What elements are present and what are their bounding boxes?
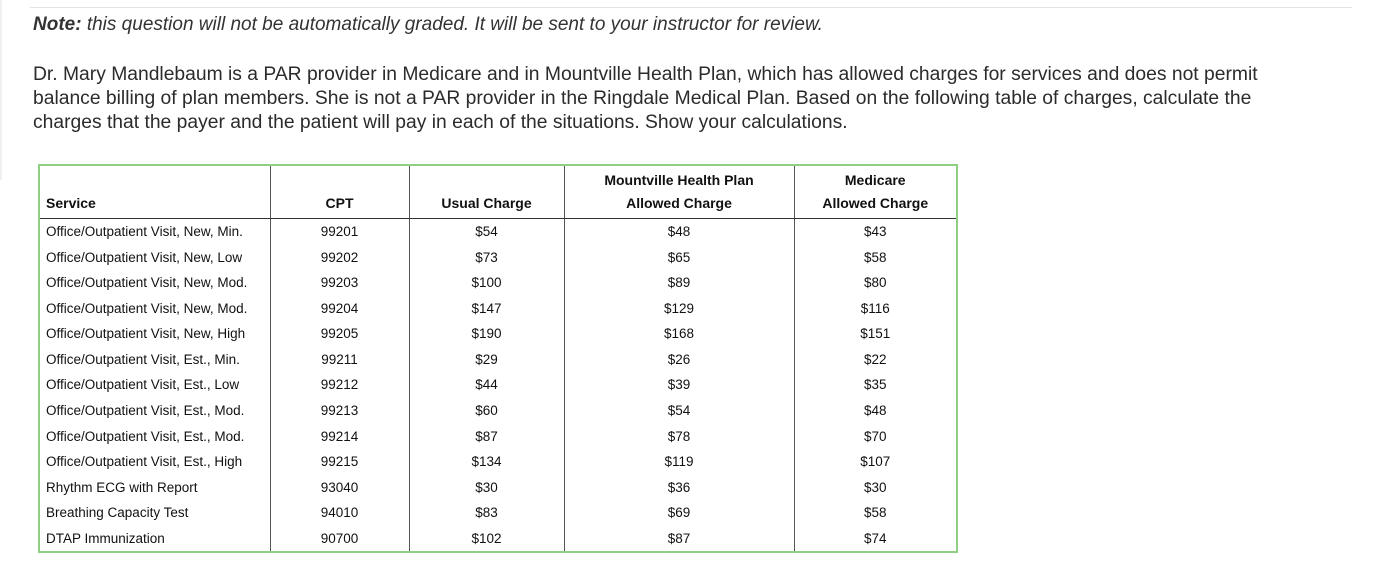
cell-mountville-allowed: $89 — [564, 270, 794, 296]
cell-medicare-allowed: $151 — [794, 321, 956, 347]
cell-usual-charge: $102 — [409, 525, 564, 551]
cell-usual-charge: $147 — [409, 296, 564, 322]
cell-service: Office/Outpatient Visit, New, Low — [46, 249, 243, 265]
cell-cpt: 94010 — [270, 500, 409, 526]
cell-mountville-allowed: $39 — [564, 372, 794, 398]
table-row — [40, 449, 956, 475]
cell-medicare-allowed: $58 — [794, 245, 956, 271]
cell-cpt: 93040 — [270, 474, 409, 500]
cell-cpt: 99215 — [270, 449, 409, 475]
cell-cpt: 99213 — [270, 398, 409, 424]
header-medicare-allowed: Medicare Allowed Charge — [794, 166, 956, 219]
cell-service: Office/Outpatient Visit, Est., High — [46, 454, 243, 470]
cell-usual-charge: $29 — [409, 347, 564, 373]
header-service: Service — [40, 166, 270, 219]
table-header-row — [40, 166, 956, 219]
cell-mountville-allowed: $87 — [564, 525, 794, 551]
cell-usual-charge: $134 — [409, 449, 564, 475]
table-row — [40, 321, 956, 347]
cell-medicare-allowed: $116 — [794, 296, 956, 322]
cell-usual-charge: $44 — [409, 372, 564, 398]
cell-usual-charge: $60 — [409, 398, 564, 424]
cell-service: Office/Outpatient Visit, Est., Mod. — [46, 403, 245, 418]
cell-medicare-allowed: $43 — [794, 219, 956, 245]
table-row — [40, 500, 956, 526]
table-row — [40, 474, 956, 500]
cell-cpt: 99204 — [270, 296, 409, 322]
note-label: Note: — [33, 14, 82, 35]
cell-usual-charge: $54 — [409, 219, 564, 245]
table-row — [40, 372, 956, 398]
cell-mountville-allowed: $54 — [564, 398, 794, 424]
grading-note — [33, 14, 823, 36]
cell-cpt: 99201 — [270, 219, 409, 245]
cell-service: Office/Outpatient Visit, New, Min. — [46, 224, 243, 240]
cell-service: Office/Outpatient Visit, New, High — [46, 326, 246, 342]
cell-cpt: 99214 — [270, 423, 409, 449]
charges-table — [40, 166, 956, 551]
cell-service: Office/Outpatient Visit, Est., Low — [46, 377, 240, 393]
table-row — [40, 423, 956, 449]
cell-service: Rhythm ECG with Report — [46, 479, 198, 495]
cell-service: Breathing Capacity Test — [46, 505, 189, 521]
cell-mountville-allowed: $48 — [564, 219, 794, 245]
cell-cpt: 90700 — [270, 525, 409, 551]
cell-mountville-allowed: $168 — [564, 321, 794, 347]
cell-usual-charge: $83 — [409, 500, 564, 526]
header-cpt: CPT — [270, 166, 409, 219]
cell-mountville-allowed: $119 — [564, 449, 794, 475]
cell-usual-charge: $30 — [409, 474, 564, 500]
cell-mountville-allowed: $26 — [564, 347, 794, 373]
cell-mountville-allowed: $36 — [564, 474, 794, 500]
table-row — [40, 347, 956, 373]
note-text: this question will not be automatically graded. It will be sent to your instructor for review. — [81, 14, 823, 35]
cell-mountville-allowed: $69 — [564, 500, 794, 526]
cell-usual-charge: $87 — [409, 423, 564, 449]
cell-medicare-allowed: $58 — [794, 500, 956, 526]
cell-cpt: 99211 — [270, 347, 409, 373]
charges-table-frame — [38, 164, 958, 553]
cell-cpt: 99202 — [270, 245, 409, 271]
cell-cpt: 99212 — [270, 372, 409, 398]
cell-usual-charge: $73 — [409, 245, 564, 271]
cell-cpt: 99205 — [270, 321, 409, 347]
cell-service: Office/Outpatient Visit, New, Mod. — [46, 300, 248, 316]
cell-medicare-allowed: $22 — [794, 347, 956, 373]
cell-medicare-allowed: $74 — [794, 525, 956, 551]
cell-medicare-allowed: $30 — [794, 474, 956, 500]
table-row — [40, 296, 956, 322]
header-usual-charge: Usual Charge — [409, 166, 564, 219]
table-row — [40, 245, 956, 271]
cell-mountville-allowed: $129 — [564, 296, 794, 322]
table-row — [40, 219, 956, 245]
cell-medicare-allowed: $80 — [794, 270, 956, 296]
cell-cpt: 99203 — [270, 270, 409, 296]
cell-mountville-allowed: $78 — [564, 423, 794, 449]
question-text: Dr. Mary Mandlebaum is a PAR provider in Medicare and in Mountville Health Plan, which has allowed charges for services and does not permit balance billing of plan members. She is not a PAR provider in the Ringdale Medical Plan. Based on the following table of charges, calculate the charges that the payer and the patient will pay in each of the situations. Show your calculations. — [33, 64, 1258, 133]
cell-medicare-allowed: $35 — [794, 372, 956, 398]
cell-usual-charge: $100 — [409, 270, 564, 296]
table-row — [40, 270, 956, 296]
cell-medicare-allowed: $70 — [794, 423, 956, 449]
header-mountville-allowed: Mountville Health Plan Allowed Charge — [564, 166, 794, 219]
top-divider — [30, 7, 1352, 8]
cell-service: Office/Outpatient Visit, Est., Min. — [46, 351, 240, 367]
table-row — [40, 398, 956, 424]
left-edge-divider — [0, 0, 2, 180]
table-row — [40, 525, 956, 551]
cell-mountville-allowed: $65 — [564, 245, 794, 271]
cell-service: Office/Outpatient Visit, Est., Mod. — [46, 428, 245, 444]
cell-medicare-allowed: $107 — [794, 449, 956, 475]
cell-service: DTAP Immunization — [46, 530, 165, 546]
cell-usual-charge: $190 — [409, 321, 564, 347]
table-body — [40, 219, 956, 552]
cell-service: Office/Outpatient Visit, New, Mod. — [46, 275, 248, 291]
cell-medicare-allowed: $48 — [794, 398, 956, 424]
